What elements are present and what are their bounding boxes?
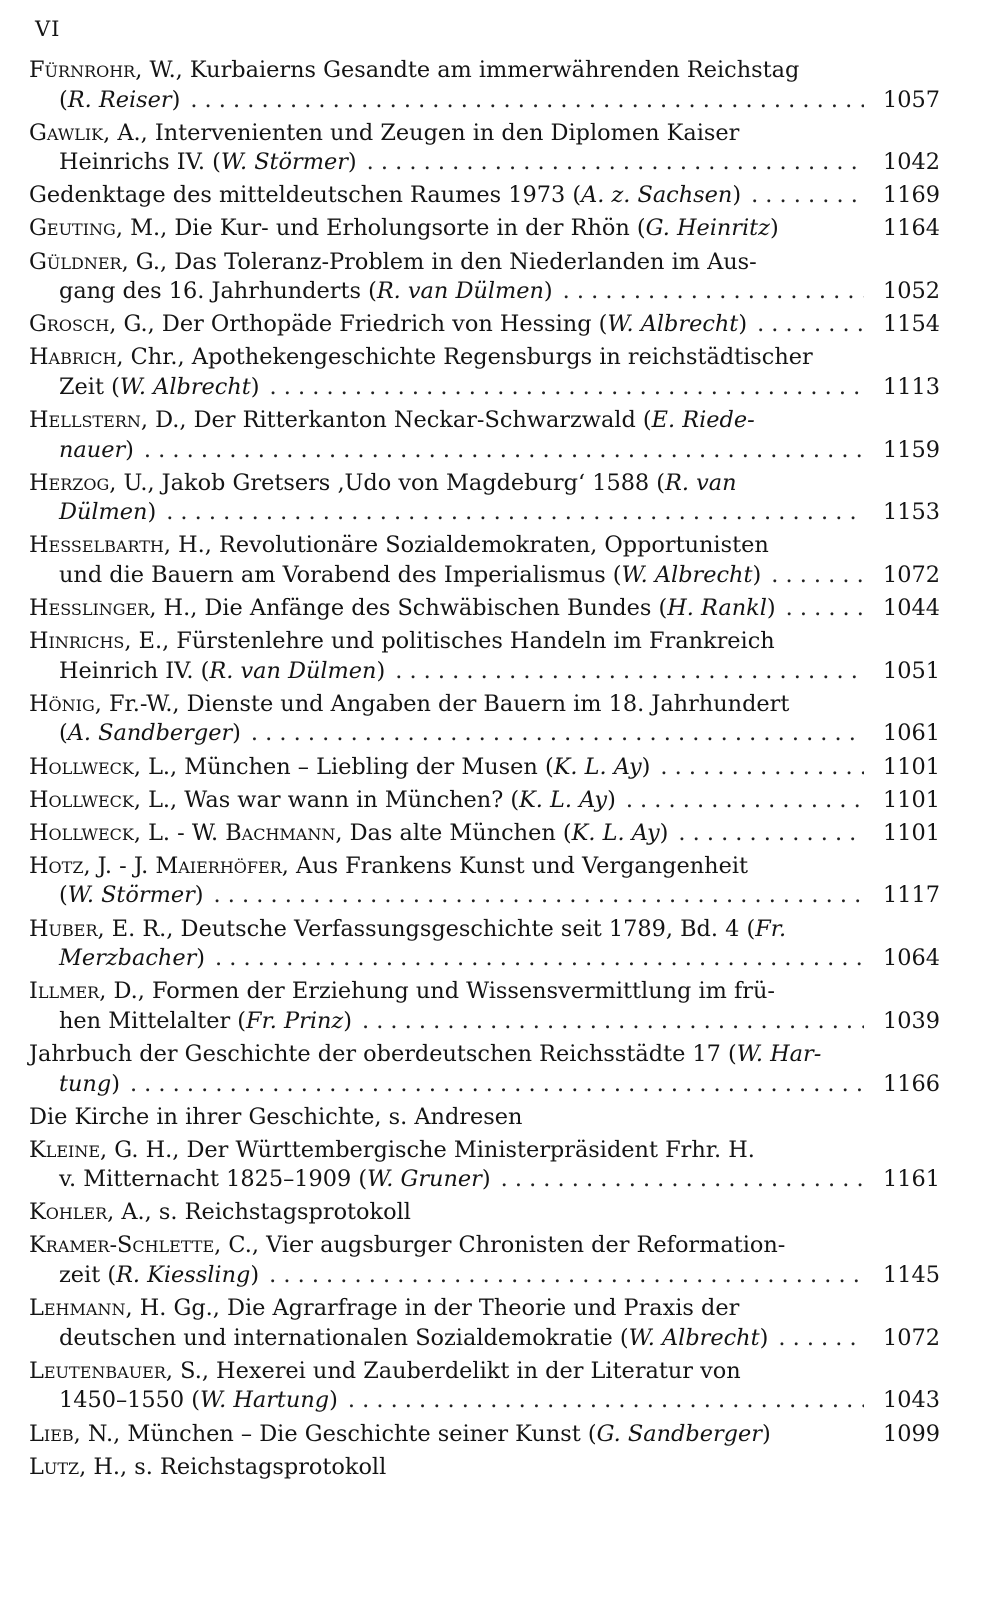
title-text: , D., Formen der Erziehung und Wissensvermittlung im frü- — [99, 978, 775, 1005]
dot-leader — [270, 373, 865, 403]
page-reference: 1072 — [883, 562, 940, 588]
entry-text — [59, 148, 357, 178]
title-text: 1450–1550 ( — [59, 1387, 201, 1414]
author-name: Güldner — [29, 248, 122, 275]
entry-text — [29, 181, 741, 211]
entry-text — [29, 690, 789, 720]
entry-text — [59, 277, 553, 307]
page-reference: 1039 — [883, 1007, 940, 1034]
page-reference: 1159 — [883, 436, 940, 463]
entry-line — [29, 1136, 940, 1166]
closing-paren: ) — [232, 720, 241, 747]
author-name: Kleine — [29, 1136, 101, 1163]
index-entry — [29, 469, 940, 528]
title-text: , S., Hexerei und Zauberdelikt in der Literatur von — [165, 1357, 741, 1384]
title-text: , E., Fürstenlehre und politisches Handeln im Frankreich — [124, 628, 775, 655]
entry-line — [29, 819, 940, 849]
index-list — [29, 56, 940, 1482]
dot-leader — [660, 753, 864, 783]
entry-line — [29, 1007, 940, 1037]
title-text: Heinrich IV. ( — [59, 657, 210, 684]
entry-text — [29, 753, 650, 783]
title-text: , H., s. Reichstagsprotokoll — [79, 1453, 387, 1480]
entry-text — [29, 852, 748, 882]
dot-leader — [786, 594, 864, 624]
entry-line — [29, 181, 940, 211]
title-text: , H., Revolutionäre Sozialdemokraten, Opportunisten — [163, 532, 769, 559]
reviewer-name: R. van Dülmen — [209, 657, 377, 684]
entry-text — [29, 1294, 739, 1324]
title-text: , Chr., Apothekengeschichte Regensburgs in reichstädtischer — [116, 344, 813, 371]
entry-line — [29, 753, 940, 783]
title-text: , L., München – Liebling der Musen ( — [133, 753, 554, 780]
index-entry — [29, 690, 940, 749]
entry-text — [59, 881, 204, 911]
dot-leader — [130, 1070, 864, 1100]
closing-paren: ) — [196, 945, 206, 972]
index-entry — [29, 310, 940, 340]
page-reference: 1161 — [883, 1166, 940, 1193]
reviewer-name: W. Störmer — [67, 882, 195, 909]
author-name: Huber — [29, 915, 98, 942]
entry-line — [29, 1231, 940, 1261]
closing-paren: ) — [769, 215, 779, 242]
entry-text — [59, 1261, 259, 1291]
dot-leader — [751, 181, 864, 211]
author-name: Lieb — [29, 1420, 74, 1447]
entry-line — [29, 1386, 940, 1416]
index-entry — [29, 1231, 940, 1290]
dot-leader — [215, 944, 864, 974]
author-name: Hollweck — [29, 786, 134, 813]
page-reference: 1154 — [883, 311, 940, 338]
reviewer-name: K. L. Ay — [553, 753, 642, 780]
page-reference: 1145 — [883, 1262, 940, 1289]
index-entry — [29, 594, 940, 624]
page-reference: 1072 — [883, 1324, 940, 1351]
page-reference: 1052 — [883, 278, 940, 305]
reviewer-name: Fr. Prinz — [246, 1007, 344, 1034]
entry-line — [29, 1453, 940, 1483]
author-name: Hollweck — [29, 753, 134, 780]
reviewer-name: Fr. — [755, 915, 787, 942]
closing-paren: ) — [125, 436, 134, 463]
dot-leader — [778, 1324, 864, 1354]
author-name: Hönig — [29, 690, 95, 717]
closing-paren: ) — [194, 882, 204, 909]
page-reference: 1166 — [883, 1070, 940, 1097]
dot-leader — [678, 819, 864, 849]
index-entry — [29, 819, 940, 849]
entry-line — [29, 86, 940, 116]
reviewer-name: K. L. Ay — [571, 819, 660, 846]
title-text: gang des 16. Jahrhunderts ( — [59, 278, 377, 305]
entry-text — [29, 343, 813, 373]
page-reference: 1101 — [883, 819, 940, 846]
page-reference: 1101 — [883, 753, 940, 780]
dot-leader — [563, 277, 864, 307]
closing-paren: ) — [250, 373, 260, 400]
closing-paren: ) — [659, 819, 669, 846]
entry-text — [29, 214, 779, 244]
title-text: Jahrbuch der Geschichte der oberdeutschen Reichsstädte 17 ( — [29, 1040, 737, 1067]
index-entry — [29, 1453, 940, 1483]
reviewer-name: nauer — [59, 436, 126, 463]
title-text: , Aus Frankens Kunst und Vergangenheit — [281, 852, 749, 879]
author-name: Hesselbarth — [29, 532, 164, 559]
entry-text — [59, 1165, 491, 1195]
dot-leader — [771, 561, 864, 591]
closing-paren: ) — [147, 499, 157, 526]
entry-text — [29, 1231, 785, 1261]
author-name: Hesslinger — [29, 595, 150, 622]
index-entry — [29, 1294, 940, 1353]
entry-line — [29, 719, 940, 749]
reviewer-name: W. Albrecht — [628, 1324, 760, 1351]
entry-line — [29, 1070, 940, 1100]
entry-line — [29, 1198, 940, 1228]
title-text: , L. - W. — [133, 819, 226, 846]
entry-text — [29, 56, 799, 86]
title-text: , U., Jakob Gretsers ‚Udo von Magdeburg‘ 1588 ( — [109, 469, 666, 496]
index-entry — [29, 1040, 940, 1099]
entry-line — [29, 436, 940, 466]
reviewer-name: E. Riede- — [651, 407, 755, 434]
entry-line — [29, 657, 940, 687]
closing-paren: ) — [732, 182, 742, 209]
reviewer-name: R. van — [665, 469, 737, 496]
entry-text — [29, 1453, 386, 1483]
entry-text — [29, 1103, 522, 1133]
reviewer-name: A. z. Sachsen — [581, 182, 733, 209]
author-name: Grosch — [29, 311, 110, 338]
title-text: , C., Vier augsburger Chronisten der Reformation- — [214, 1232, 786, 1259]
entry-line — [29, 915, 940, 945]
index-entry — [29, 1357, 940, 1416]
entry-line — [29, 627, 940, 657]
entry-line — [29, 1103, 940, 1133]
entry-line — [29, 277, 940, 307]
closing-paren: ) — [250, 1262, 260, 1289]
title-text: hen Mittelalter ( — [59, 1007, 247, 1034]
title-text: v. Mitternacht 1825–1909 ( — [59, 1166, 368, 1193]
title-text: , A., Intervenienten und Zeugen in den Diplomen Kaiser — [103, 119, 740, 146]
entry-text — [29, 915, 786, 945]
page-reference: 1057 — [883, 86, 940, 113]
index-entry — [29, 119, 940, 178]
title-text: , Das alte München ( — [335, 819, 572, 846]
index-entry — [29, 915, 940, 974]
entry-line — [29, 594, 940, 624]
page-reference: 1061 — [883, 720, 940, 747]
author-name: Hollweck — [29, 819, 134, 846]
title-text: ( — [59, 720, 68, 747]
closing-paren: ) — [481, 1166, 491, 1193]
entry-text — [59, 86, 180, 116]
author-name: Gawlik — [29, 119, 104, 146]
entry-line — [29, 1294, 940, 1324]
entry-line — [29, 148, 940, 178]
entry-text — [29, 819, 668, 849]
closing-paren: ) — [761, 1420, 771, 1447]
title-text: Gedenktage des mitteldeutschen Raumes 1973 ( — [29, 182, 582, 209]
index-entry — [29, 214, 940, 244]
index-entry — [29, 786, 940, 816]
dot-leader — [144, 436, 864, 466]
entry-text — [59, 373, 260, 403]
title-text: Zeit ( — [59, 373, 120, 400]
index-entry — [29, 1420, 940, 1450]
page-reference: 1164 — [883, 215, 940, 242]
entry-line — [29, 881, 940, 911]
reviewer-name: W. Albrecht — [621, 562, 753, 588]
reviewer-name: W. Albrecht — [607, 311, 739, 338]
dot-leader — [269, 1261, 864, 1291]
entry-line — [29, 119, 940, 149]
dot-leader — [362, 1007, 864, 1037]
reviewer-name: W. Har- — [736, 1040, 822, 1067]
entry-text — [59, 498, 156, 528]
author-name: Herzog — [29, 469, 110, 496]
index-entry — [29, 406, 940, 465]
title-text: , H., Die Anfänge des Schwäbischen Bundes ( — [149, 595, 668, 622]
entry-line — [29, 469, 940, 499]
index-entry — [29, 56, 940, 115]
entry-line — [29, 343, 940, 373]
entry-line — [29, 977, 940, 1007]
title-text: zeit ( — [59, 1262, 117, 1289]
entry-line — [29, 1357, 940, 1387]
closing-paren: ) — [641, 753, 651, 780]
entry-text — [29, 594, 776, 624]
dot-leader — [367, 148, 864, 178]
page-reference: 1169 — [883, 182, 940, 209]
author-name: Lehmann — [29, 1295, 126, 1322]
title-text: ( — [59, 86, 68, 113]
closing-paren: ) — [329, 1387, 338, 1414]
entry-text — [29, 406, 755, 436]
reviewer-name: G. Heinritz — [645, 215, 770, 242]
title-text: , M., Die Kur- und Erholungsorte in der Rhön ( — [115, 215, 646, 242]
title-text: , G., Das Toleranz-Problem in den Niederlanden im Aus- — [121, 248, 757, 275]
entry-line — [29, 1165, 940, 1195]
author-name: Habrich — [29, 344, 117, 371]
entry-text — [59, 719, 241, 749]
title-text: ( — [59, 882, 68, 909]
reviewer-name: tung — [59, 1070, 112, 1097]
author-name: Kohler — [29, 1199, 108, 1226]
closing-paren: ) — [738, 311, 748, 338]
entry-line — [29, 531, 940, 561]
page-number: VI — [35, 17, 61, 41]
entry-text — [29, 786, 616, 816]
author-name: Hellstern — [29, 407, 141, 434]
page-reference: 1099 — [883, 1420, 940, 1447]
entry-text — [29, 627, 775, 657]
entry-text — [29, 1420, 771, 1450]
title-text: Die Kirche in ihrer Geschichte, s. Andresen — [29, 1103, 523, 1130]
author-name: Hotz — [29, 852, 84, 879]
entry-text — [29, 1136, 755, 1166]
title-text: , G., Der Orthopäde Friedrich von Hessing ( — [109, 311, 608, 338]
title-text: , A., s. Reichstagsprotokoll — [107, 1199, 411, 1226]
reviewer-name: W. Hartung — [200, 1387, 330, 1414]
title-text: , L., Was war wann in München? ( — [133, 786, 520, 813]
page-reference: 1051 — [883, 657, 940, 684]
reviewer-name: Dülmen — [59, 499, 148, 526]
entry-line — [29, 248, 940, 278]
reviewer-name: R. Kiessling — [116, 1262, 251, 1289]
entry-line — [29, 852, 940, 882]
index-entry — [29, 1198, 940, 1228]
entry-text — [59, 561, 761, 591]
entry-text — [59, 1324, 768, 1354]
entry-line — [29, 498, 940, 528]
entry-line — [29, 56, 940, 86]
reviewer-name: G. Sandberger — [596, 1420, 762, 1447]
title-text: , W., Kurbaierns Gesandte am immerwährenden Reichstag — [135, 57, 800, 83]
dot-leader — [251, 719, 864, 749]
entry-line — [29, 1040, 940, 1070]
reviewer-name: Merzbacher — [59, 945, 197, 972]
entry-line — [29, 786, 940, 816]
entry-text — [29, 1357, 741, 1387]
entry-line — [29, 214, 940, 244]
reviewer-name: H. Rankl — [667, 595, 767, 622]
entry-line — [29, 310, 940, 340]
dot-leader — [166, 498, 864, 528]
index-entry — [29, 753, 940, 783]
entry-text — [59, 1386, 338, 1416]
reviewer-name: W. Albrecht — [119, 373, 251, 400]
reviewer-name: W. Gruner — [367, 1166, 482, 1193]
index-entry — [29, 1103, 940, 1133]
page-reference: 1153 — [883, 499, 940, 526]
entry-line — [29, 690, 940, 720]
reviewer-name: K. L. Ay — [519, 786, 608, 813]
title-text: , H. Gg., Die Agrarfrage in der Theorie und Praxis der — [125, 1295, 740, 1322]
entry-line — [29, 561, 940, 591]
coauthor-name: Maierhöfer — [155, 852, 282, 879]
page-reference: 1117 — [883, 882, 940, 909]
entry-text — [59, 1007, 352, 1037]
entry-line — [29, 406, 940, 436]
closing-paren: ) — [607, 786, 616, 813]
entry-text — [29, 977, 775, 1007]
coauthor-name: Bachmann — [225, 819, 336, 846]
closing-paren: ) — [347, 149, 357, 176]
index-entry — [29, 627, 940, 686]
page-reference: 1064 — [883, 945, 940, 972]
entry-line — [29, 944, 940, 974]
title-text: Heinrichs IV. ( — [59, 149, 221, 176]
index-entry — [29, 531, 940, 590]
entry-text — [29, 469, 737, 499]
index-entry — [29, 852, 940, 911]
title-text: , E. R., Deutsche Verfassungsgeschichte seit 1789, Bd. 4 ( — [97, 915, 756, 942]
index-entry — [29, 181, 940, 211]
entry-text — [29, 1040, 821, 1070]
entry-text — [59, 436, 134, 466]
title-text: , Fr.-W., Dienste und Angaben der Bauern im 18. Jahrhundert — [94, 690, 790, 717]
page-reference: 1101 — [883, 786, 940, 813]
entry-text — [29, 1198, 411, 1228]
dot-leader — [757, 310, 864, 340]
entry-line — [29, 1261, 940, 1291]
author-name: Fürnrohr — [29, 57, 136, 83]
closing-paren: ) — [752, 562, 762, 588]
dot-leader — [214, 881, 864, 911]
entry-line — [29, 1324, 940, 1354]
author-name: Illmer — [29, 978, 100, 1005]
title-text: deutschen und internationalen Sozialdemokratie ( — [59, 1324, 629, 1351]
closing-paren: ) — [376, 657, 386, 684]
closing-paren: ) — [171, 86, 181, 113]
reviewer-name: A. Sandberger — [67, 720, 233, 747]
title-text: , D., Der Ritterkanton Neckar-Schwarzwald ( — [140, 407, 652, 434]
entry-line — [29, 373, 940, 403]
closing-paren: ) — [759, 1324, 769, 1351]
entry-text — [29, 119, 739, 149]
page-reference: 1113 — [883, 373, 940, 400]
author-name: Leutenbauer — [29, 1357, 166, 1384]
author-name: Geuting — [29, 215, 116, 242]
title-text: , N., München – Die Geschichte seiner Kunst ( — [73, 1420, 597, 1447]
dot-leader — [348, 1386, 864, 1416]
index-entry — [29, 343, 940, 402]
title-text: , J. - J. — [83, 852, 156, 879]
entry-text — [59, 1070, 120, 1100]
author-name: Hinrichs — [29, 628, 125, 655]
dot-leader — [626, 786, 864, 816]
dot-leader — [190, 86, 864, 116]
page-reference: 1042 — [883, 149, 940, 176]
dot-leader — [501, 1165, 864, 1195]
author-name: Kramer-Schlette — [29, 1232, 215, 1259]
closing-paren: ) — [343, 1007, 352, 1034]
reviewer-name: R. van Dülmen — [376, 278, 544, 305]
title-text: und die Bauern am Vorabend des Imperialismus ( — [59, 562, 622, 588]
entry-text — [29, 310, 747, 340]
title-text: , G. H., Der Württembergische Ministerpräsident Frhr. H. — [100, 1136, 755, 1163]
entry-text — [59, 657, 385, 687]
reviewer-name: R. Reiser — [67, 86, 172, 113]
reviewer-name: W. Störmer — [220, 149, 348, 176]
index-entry — [29, 248, 940, 307]
closing-paren: ) — [766, 595, 776, 622]
index-entry — [29, 1136, 940, 1195]
entry-text — [29, 248, 757, 278]
entry-text — [59, 944, 205, 974]
page-reference: 1044 — [883, 595, 940, 622]
author-name: Lutz — [29, 1453, 80, 1480]
dot-leader — [395, 657, 864, 687]
closing-paren: ) — [111, 1070, 120, 1097]
closing-paren: ) — [543, 278, 553, 305]
index-entry — [29, 977, 940, 1036]
page-reference: 1043 — [883, 1387, 940, 1414]
entry-line — [29, 1420, 940, 1450]
entry-text — [29, 531, 769, 561]
